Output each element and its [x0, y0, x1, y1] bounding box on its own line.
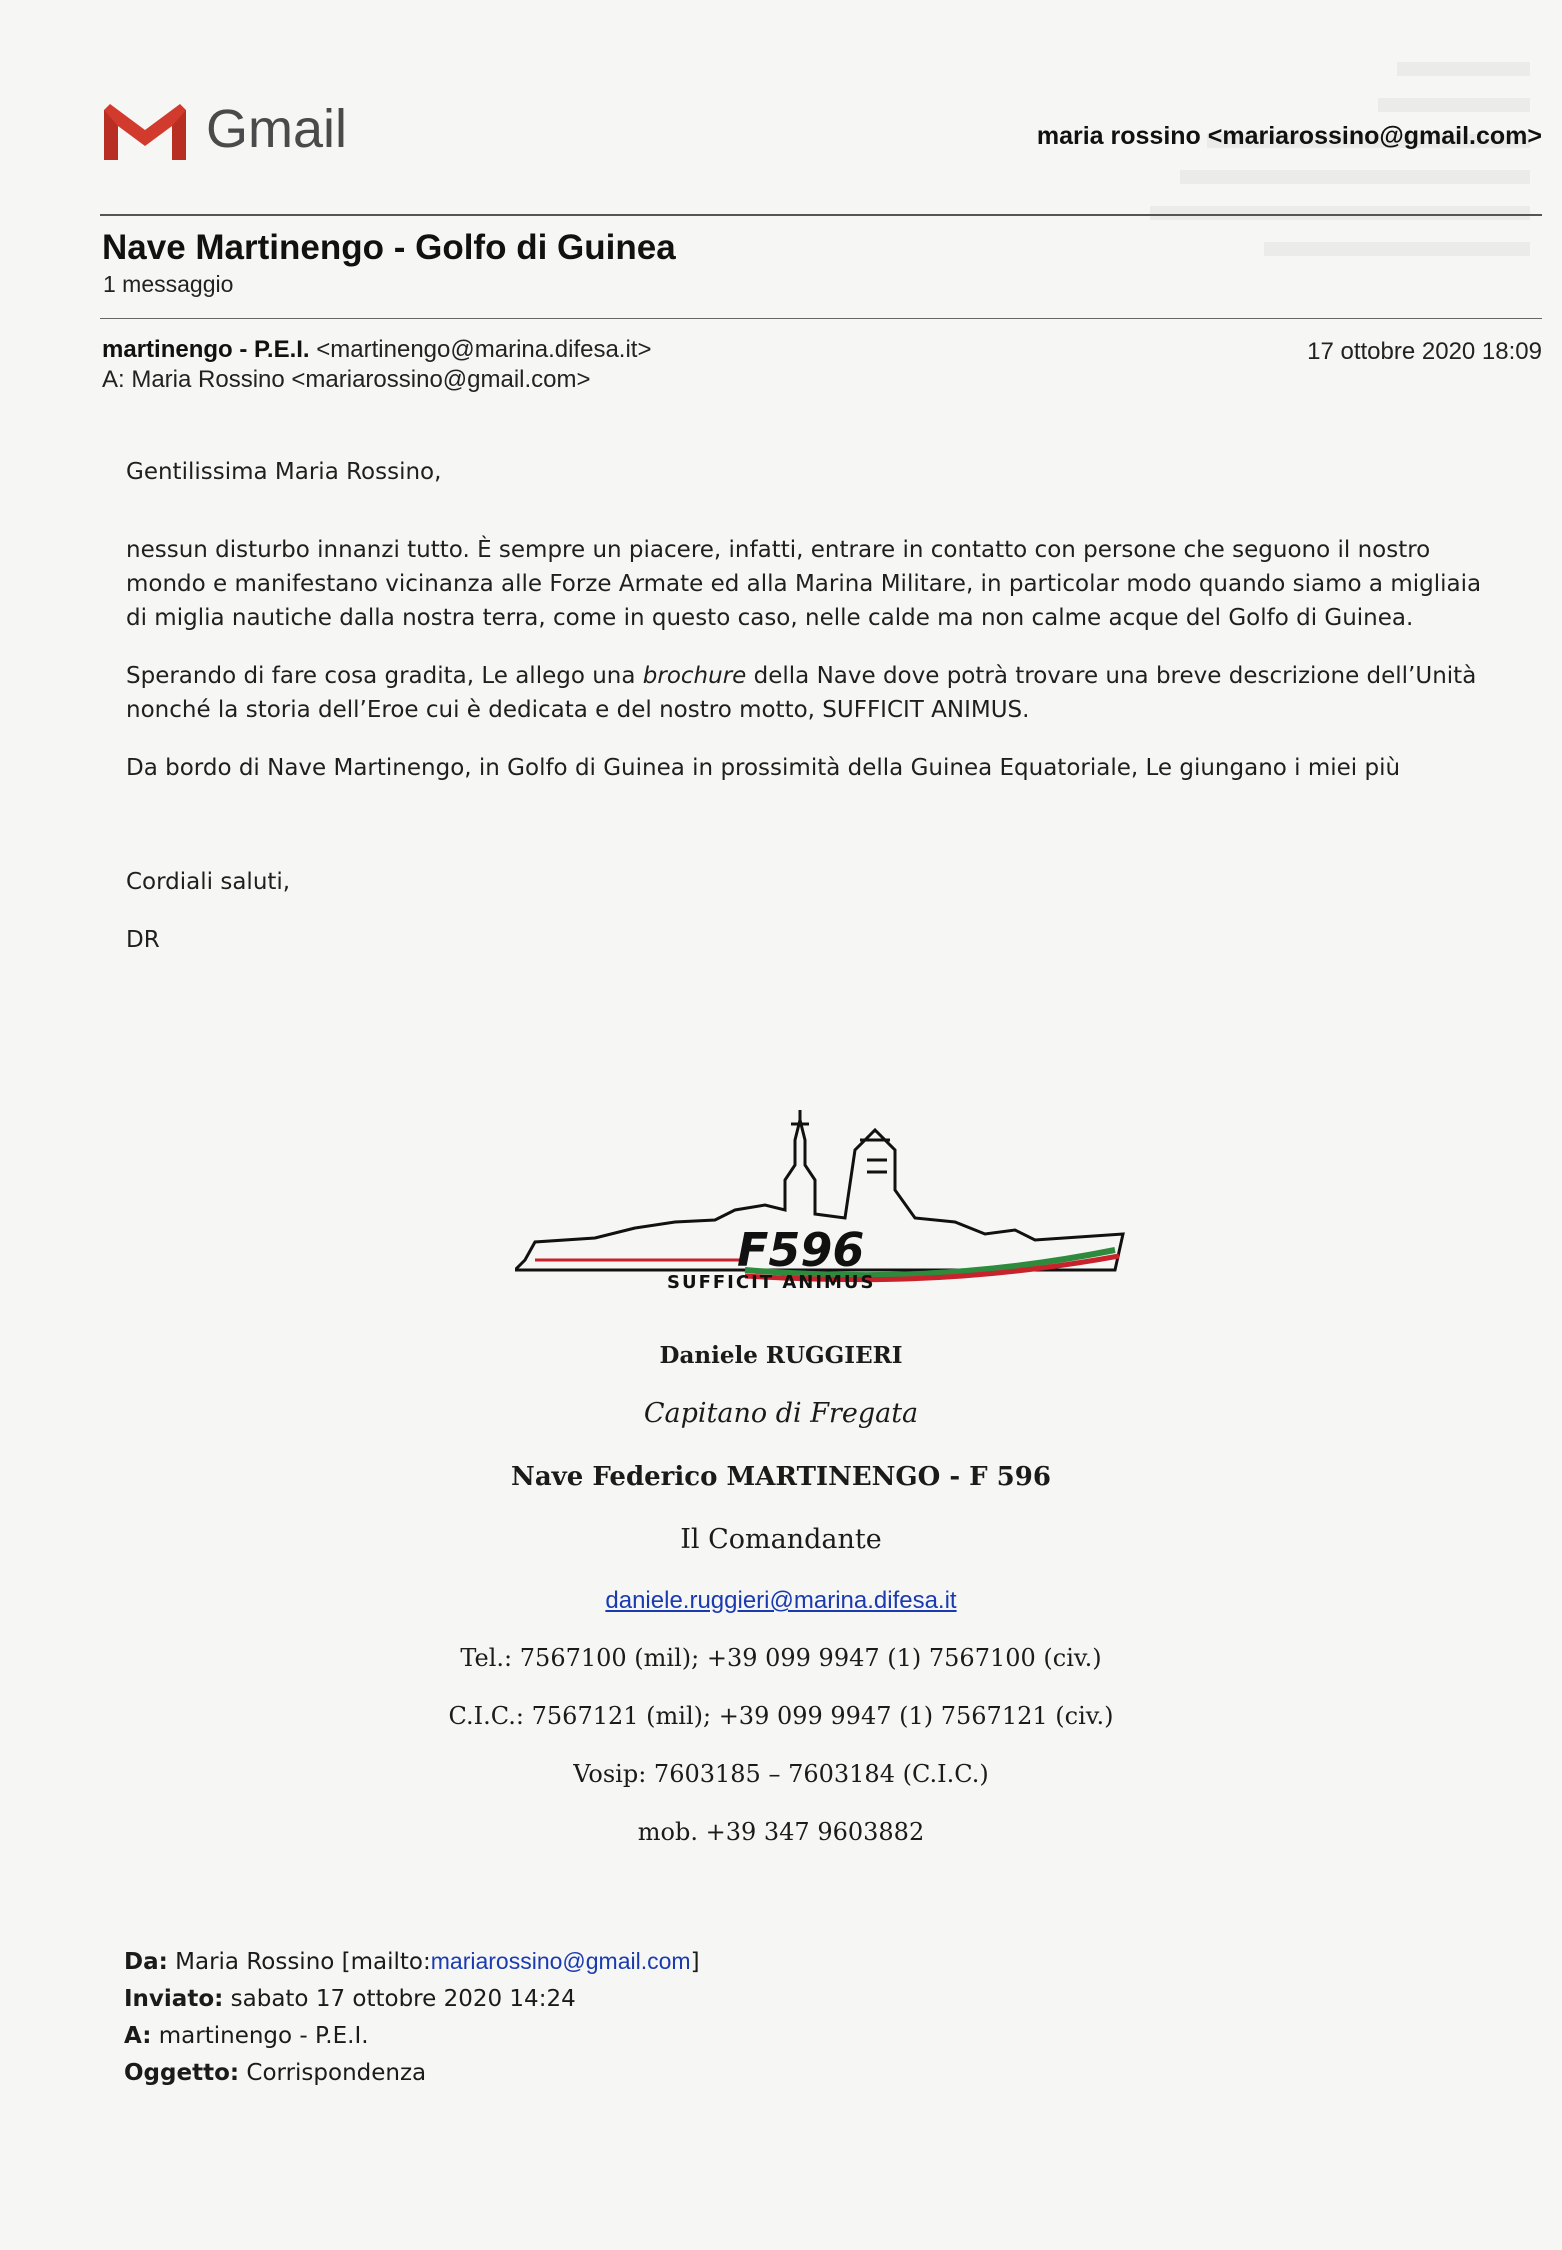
signature-rank: Capitano di Fregata — [643, 1398, 919, 1429]
signature-vosip: Vosip: 7603185 – 7603184 (C.I.C.) — [573, 1760, 989, 1788]
signature-mobile: mob. +39 347 9603882 — [637, 1818, 925, 1846]
closing: Cordiali saluti, — [126, 869, 291, 895]
greeting: Gentilissima Maria Rossino, — [126, 459, 442, 485]
hull-number: F596 — [737, 1223, 865, 1277]
body-paragraph: nessun disturbo innanzi tutto. È sempre un piacere, infatti, entrare in contatto con persone che seguono il nostro mondo e manifestano vicinanza alle Forze Armate ed alla Marina Militare, in particolar modo quando siamo a migliaia di miglia nautiche dalla nostra terra, come in questo caso, nelle calde ma non calme acque del Golfo di Guinea. — [126, 537, 1482, 631]
thread-subject: Nave Martinengo - Golfo di Guinea — [102, 228, 676, 267]
signature-cic: C.I.C.: 7567121 (mil); +39 099 9947 (1) 7567121 (civ.) — [448, 1702, 1114, 1730]
initials: DR — [126, 927, 160, 953]
forwarded-subject: Oggetto: Corrispondenza — [124, 2060, 427, 2086]
forwarded-to: A: martinengo - P.E.I. — [124, 2023, 369, 2049]
message-sender — [102, 336, 651, 364]
body-paragraph: Da bordo di Nave Martinengo, in Golfo di Guinea in prossimità della Guinea Equatoriale, Le giungano i miei più — [126, 755, 1401, 781]
signature-tel: Tel.: 7567100 (mil); +39 099 9947 (1) 7567100 (civ.) — [460, 1644, 1102, 1672]
forwarded-from-link[interactable]: mariarossino@gmail.com — [430, 1948, 691, 1974]
header-divider — [100, 214, 1542, 216]
message-date: 17 ottobre 2020 18:09 — [1307, 338, 1542, 365]
sender-name: martinengo - P.E.I. — [102, 336, 310, 363]
forwarded-sent: Inviato: sabato 17 ottobre 2020 14:24 — [124, 1986, 576, 2012]
signature-name: Daniele RUGGIERI — [659, 1342, 903, 1369]
gmail-wordmark: Gmail — [206, 99, 348, 159]
ship-logo-icon — [515, 1110, 1125, 1290]
forwarded-from: Da: Maria Rossino [mailto:mariarossino@gmail.com] — [124, 1948, 700, 1975]
message-body — [126, 455, 1506, 981]
signature-email-link[interactable]: daniele.ruggieri@marina.difesa.it — [605, 1587, 957, 1614]
message-recipient: A: Maria Rossino <mariarossino@gmail.com> — [102, 366, 591, 393]
forwarded-header — [124, 1943, 700, 2092]
gmail-logo-icon — [100, 100, 190, 164]
account-email: maria rossino <mariarossino@gmail.com> — [1036, 122, 1542, 150]
message-divider — [100, 318, 1542, 319]
signature-ship: Nave Federico MARTINENGO - F 596 — [511, 1462, 1051, 1492]
ship-motto: SUFFICIT ANIMUS — [667, 1272, 876, 1290]
body-paragraph: Sperando di fare cosa gradita, Le allego una brochure della Nave dove potrà trovare una breve descrizione dell’Unità nonché la storia dell’Eroe cui è dedicata e del nostro motto, SUFFICIT ANIMUS. — [126, 663, 1477, 723]
sender-email: <martinengo@marina.difesa.it> — [316, 336, 652, 363]
message-count: 1 messaggio — [103, 271, 234, 297]
signature-role: Il Comandante — [680, 1524, 882, 1555]
